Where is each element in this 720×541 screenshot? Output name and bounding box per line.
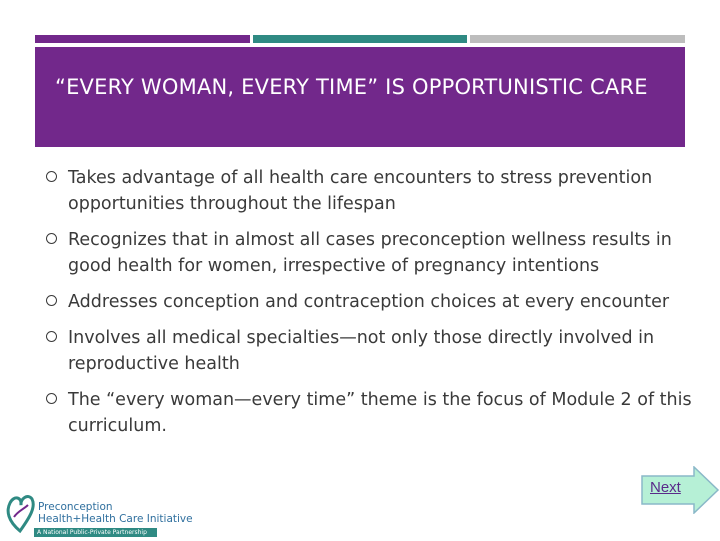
- bullet-item: [44, 165, 694, 217]
- preconception-logo: [4, 487, 193, 537]
- bullet-item: [44, 325, 694, 377]
- bullet-item: [44, 387, 694, 439]
- logo-line1: Preconception: [38, 501, 113, 513]
- bullet-text: Takes advantage of all health care encounters to stress prevention opportunities throughout the lifespan: [68, 168, 653, 214]
- bullet-text: Recognizes that in almost all cases preconception wellness results in good health for women, irrespective of pregnancy intentions: [68, 230, 672, 276]
- accent-bar-teal: [253, 35, 467, 43]
- title-band: [35, 47, 685, 147]
- logo-line2: Health+Health Care Initiative: [38, 513, 193, 525]
- circle-bullet-icon: [46, 331, 57, 342]
- circle-bullet-icon: [46, 393, 57, 404]
- bullet-text: Addresses conception and contraception choices at every encounter: [68, 292, 670, 312]
- logo-tagline: A National Public-Private Partnership: [34, 528, 157, 537]
- next-button-label: Next: [650, 479, 681, 496]
- accent-bar-purple: [35, 35, 250, 43]
- circle-bullet-icon: [46, 295, 57, 306]
- accent-bar-gray: [470, 35, 685, 43]
- bullet-item: [44, 289, 694, 315]
- heart-ribbon-icon: [4, 487, 38, 537]
- circle-bullet-icon: [46, 171, 57, 182]
- bullet-item: [44, 227, 694, 279]
- bullet-text: Involves all medical specialties—not only those directly involved in reproductive health: [68, 328, 655, 374]
- bullet-text: The “every woman—every time” theme is the focus of Module 2 of this curriculum.: [68, 390, 692, 436]
- circle-bullet-icon: [46, 233, 57, 244]
- slide-title: “EVERY WOMAN, EVERY TIME” IS OPPORTUNISTIC CARE: [55, 75, 648, 99]
- bullet-list: [44, 165, 694, 449]
- next-button[interactable]: [640, 466, 720, 514]
